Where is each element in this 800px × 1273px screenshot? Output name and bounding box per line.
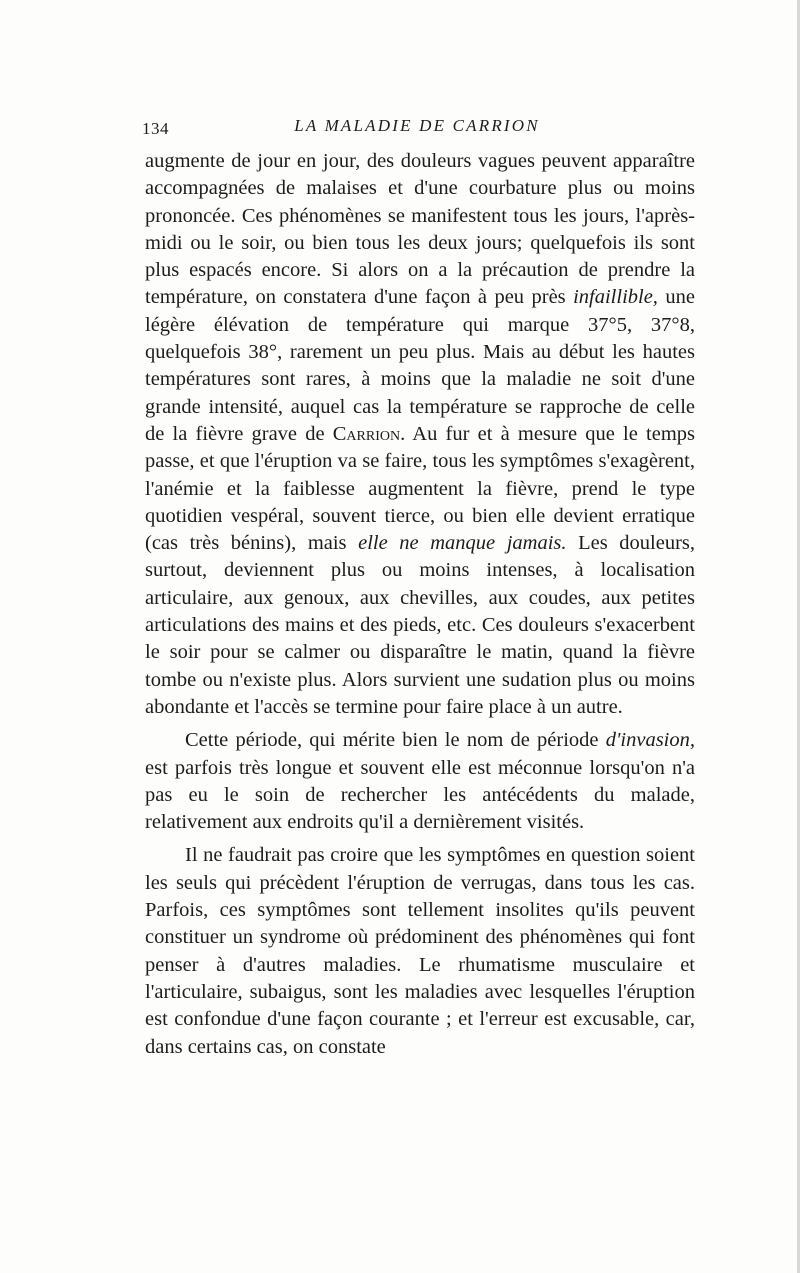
text-run: Les douleurs, surtout, deviennent plus ou moins intenses, à localisation articulaire, aux genoux, aux chevilles, aux coudes, aux petites articulations des mains et des pieds, etc. Ces douleurs s'exacerbent le soir pour se calmer ou disparaître le matin, quand la fièvre tombe ou n'existe plus. Alors survient une sudation plus ou moins abondante et l'accès se termine pour faire place à un autre. [145, 532, 696, 718]
text-run: Il ne faudrait pas croire que les symptômes en question soient les seuls qui précèdent l'éruption de verrugas, dans tous les cas. Parfois, ces symptômes sont tellement insolites qu'ils peuvent constituer un syndrome où prédominent des phénomènes qui font penser à d'autres maladies. Le rhumatisme musculaire et l'articulaire, subaigus, sont les maladies avec lesquelles l'éruption est confondue d'une façon courante ; et l'erreur est excusable, car, dans certains cas, on constate [145, 844, 695, 1058]
text-run: est parfois très longue et souvent elle est méconnue lorsqu'on n'a pas eu le soin de rechercher les antécédents du malade, relativement aux endroits qu'il a dernièrement visités. [145, 756, 695, 834]
italic-run: elle ne manque jamais. [358, 532, 567, 555]
paragraph-2 [145, 727, 695, 836]
text-run: une légère élévation de température qui marque 37°5, 37°8, quelquefois 38°, rarement un peu plus. Mais au début les hautes températures sont rares, à moins que la maladie ne soit d'une grande intensité, auquel cas la température se rapproche de celle de la fièvre grave de [145, 286, 695, 445]
text-run: augmente de jour en jour, des douleurs vagues peuvent apparaître accompagnées de malaises et d'une courbature plus ou moins prononcée. Ces phénomènes se manifestent tous les jours, l'après-midi ou le soir, ou bien tous les deux jours; quelquefois ils sont plus espacés encore. Si alors on a la précaution de prendre la température, on constatera d'une façon à peu près [145, 150, 695, 309]
paragraph-3 [145, 842, 695, 1060]
italic-run: infaillible, [573, 286, 658, 309]
text-run: Cette période, qui mérite bien le nom de période [185, 729, 606, 752]
page-number: 134 [142, 119, 169, 138]
small-caps-name: Carrion [332, 422, 401, 445]
running-title: LA MALADIE DE CARRION [294, 116, 540, 135]
page-header [142, 116, 692, 142]
text-run: . Au fur et à mesure que le temps passe, et que l'éruption va se faire, tous les symptômes s'exagèrent, l'anémie et la faiblesse augmentent la fièvre, prend le type quotidien vespéral, souvent tierce, ou bien elle devient erratique (cas très bénins), mais [145, 422, 695, 555]
paragraph-1 [145, 148, 695, 721]
body-text [145, 148, 695, 1061]
italic-run: d'invasion, [605, 729, 695, 752]
